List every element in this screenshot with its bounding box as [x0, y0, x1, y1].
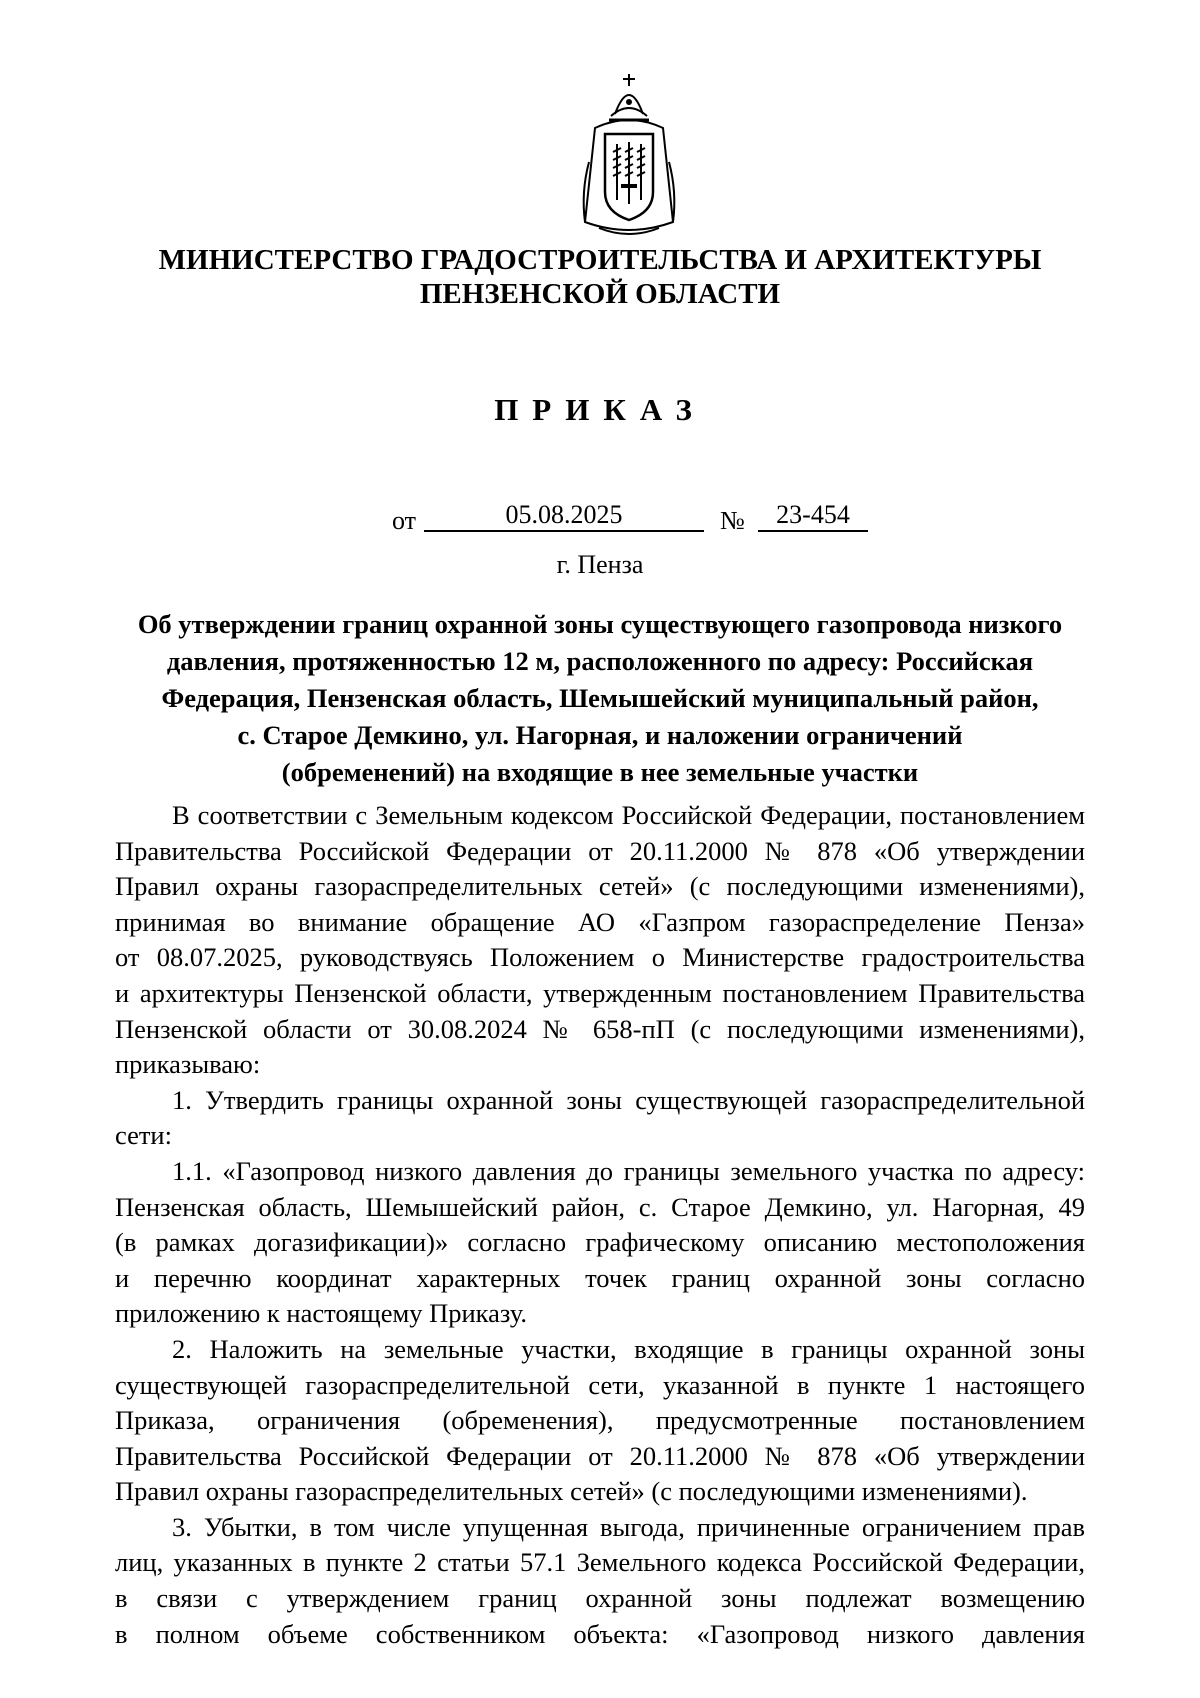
body-line: принимая во внимание обращение АО «Газпром газораспределение Пенза» [115, 906, 1085, 937]
body-line: от 08.07.2025, руководствуясь Положением о Министерстве градостроительства [115, 942, 1085, 973]
body-line: 1.1. «Газопровод низкого давления до границы земельного участка по адресу: [172, 1155, 1085, 1186]
city: г. Пенза [556, 550, 644, 579]
body-line: в полном объеме собственником объекта: «Газопровод низкого давления [115, 1618, 1085, 1649]
body-line: сети: [115, 1120, 172, 1151]
body-line: приложению к настоящему Приказу. [115, 1298, 528, 1329]
body-line: в связи с утверждением границ охранной зоны подлежат возмещению [115, 1583, 1085, 1614]
order-number: 23-454 [758, 500, 868, 532]
subject-line: с. Старое Демкино, ул. Нагорная, и наложении ограничений [237, 720, 963, 750]
body-line: Пензенская область, Шемышейский район, с. Старое Демкино, ул. Нагорная, 49 [115, 1191, 1085, 1222]
body-line: и архитектуры Пензенской области, утвержденным постановлением Правительства [115, 977, 1085, 1008]
body-line: 2. Наложить на земельные участки, входящие в границы охранной зоны [172, 1333, 1085, 1364]
body-line: лиц, указанных в пункте 2 статьи 57.1 Земельного кодекса Российской Федерации, [115, 1547, 1085, 1578]
order-subject [100, 606, 1100, 791]
order-body [115, 798, 1085, 1652]
body-line: (в рамках догазификации)» согласно графическому описанию местоположения [115, 1227, 1085, 1258]
ministry-name-line-1: МИНИСТЕРСТВО ГРАДОСТРОИТЕЛЬСТВА И АРХИТЕКТУРЫ [158, 244, 1042, 276]
subject-line: Федерация, Пензенская область, Шемышейский муниципальный район, [161, 683, 1039, 713]
order-title: ПРИКАЗ [494, 392, 706, 427]
number-prefix: № [720, 506, 745, 535]
date-prefix: от [392, 506, 417, 535]
body-line: Правил охраны газораспределительных сетей» (с последующими изменениями). [115, 1476, 1028, 1507]
order-date: 05.08.2025 [424, 500, 704, 532]
subject-line: (обременений) на входящие в нее земельные участки [281, 757, 919, 787]
body-line: В соответствии с Земельным кодексом Российской Федерации, постановлением [172, 800, 1085, 830]
subject-line: Об утверждении границ охранной зоны существующего газопровода низкого [137, 609, 1063, 639]
body-line: и перечню координат характерных точек границ охранной зоны согласно [115, 1262, 1085, 1293]
coat-of-arms-icon [575, 72, 683, 244]
body-line: приказываю: [115, 1049, 261, 1080]
body-line: 3. Убытки, в том числе упущенная выгода, причиненные ограничением прав [172, 1511, 1085, 1542]
body-line: 1. Утвердить границы охранной зоны существующей газораспределительной [172, 1084, 1085, 1115]
body-line: Правительства Российской Федерации от 20.11.2000 № 878 «Об утверждении [115, 835, 1085, 866]
body-line: существующей газораспределительной сети, указанной в пункте 1 настоящего [115, 1369, 1085, 1400]
subject-line: давления, протяженностью 12 м, расположенного по адресу: Российская [166, 646, 1034, 676]
body-line: Правительства Российской Федерации от 20.11.2000 № 878 «Об утверждении [115, 1440, 1085, 1471]
ministry-name-line-2: ПЕНЗЕНСКОЙ ОБЛАСТИ [419, 278, 781, 310]
body-line: Пензенской области от 30.08.2024 № 658-пП (с последующими изменениями), [115, 1013, 1085, 1044]
body-line: Правил охраны газораспределительных сетей» (с последующими изменениями), [115, 871, 1085, 902]
body-line: Приказа, ограничения (обременения), предусмотренные постановлением [115, 1405, 1085, 1436]
